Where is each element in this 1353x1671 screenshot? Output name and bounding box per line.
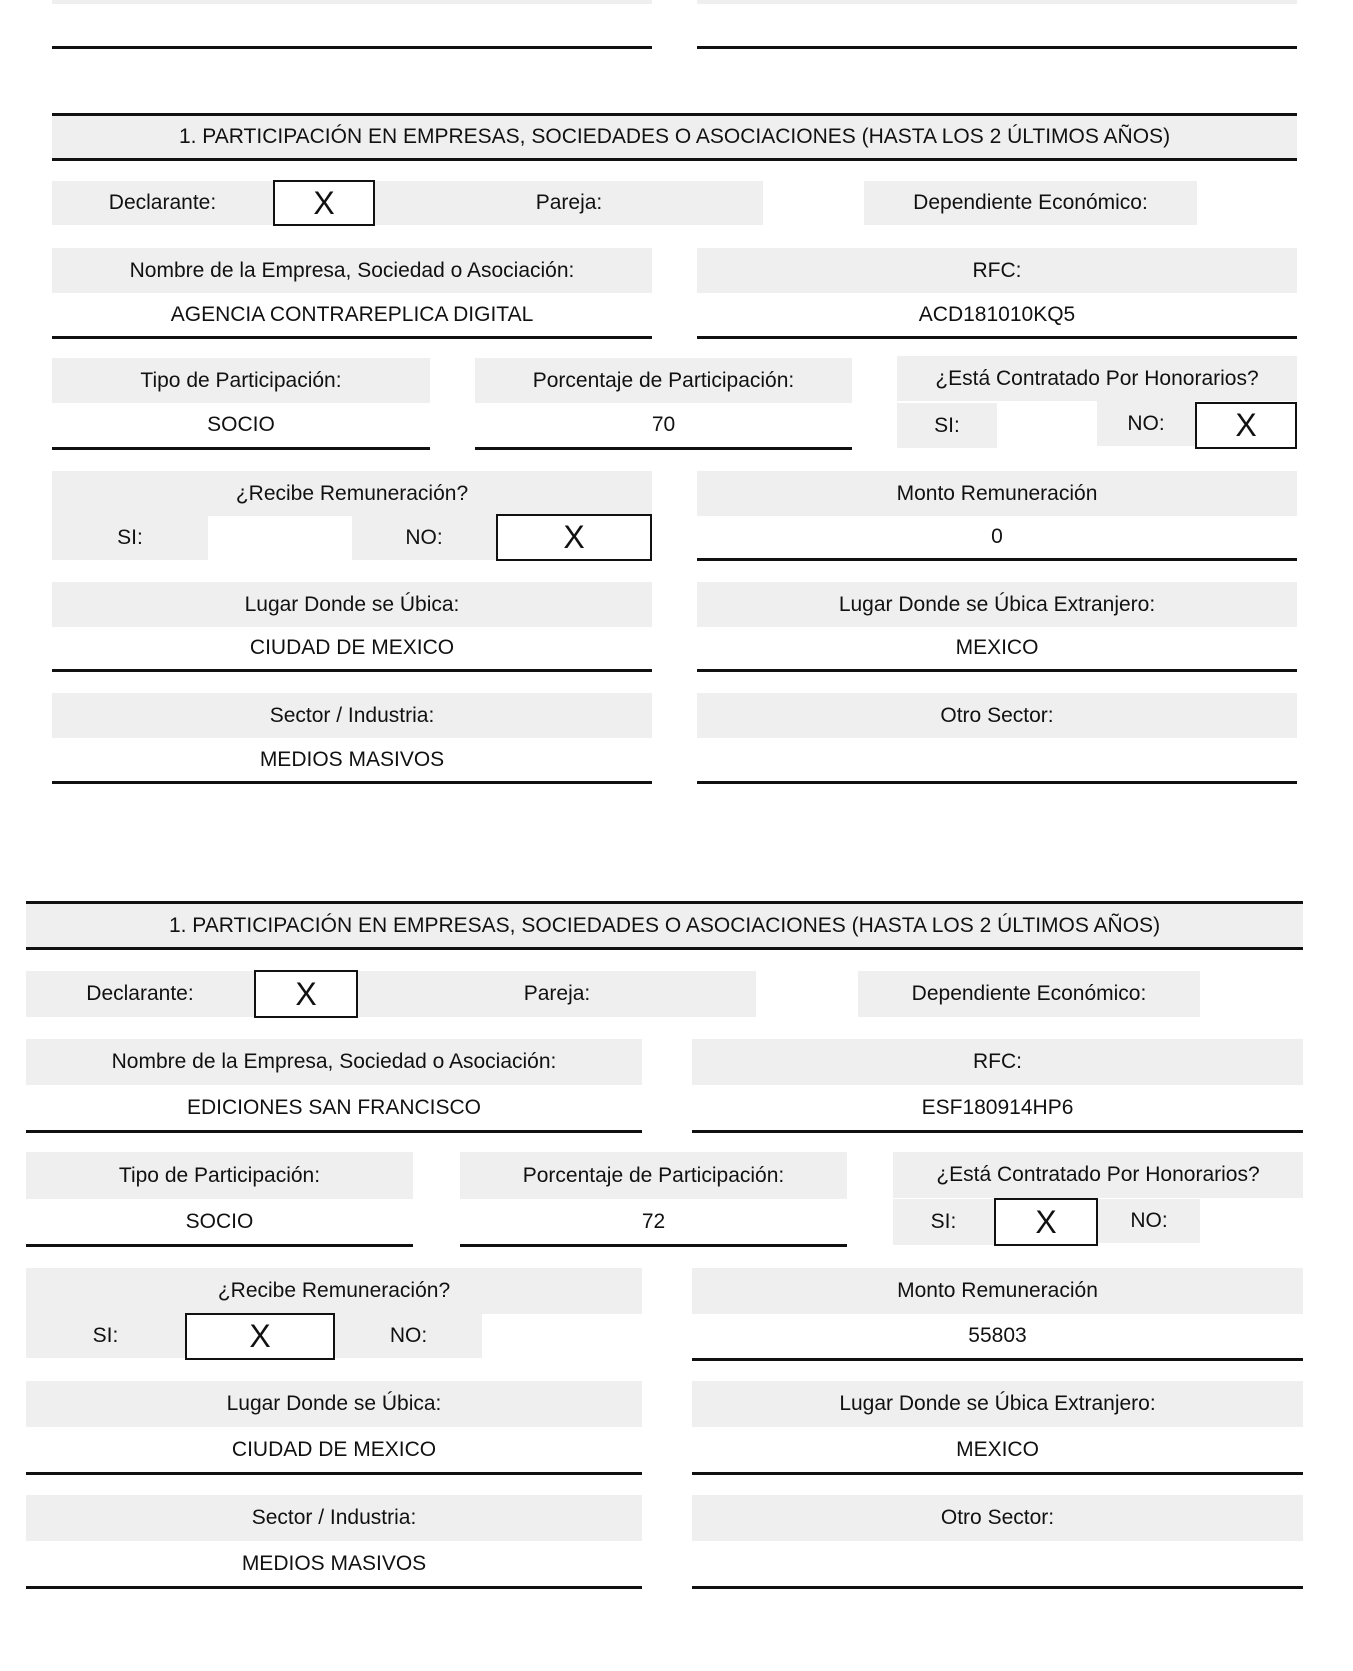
lugar-ubica-label: Lugar Donde se Úbica: (26, 1381, 642, 1427)
otro-sector-underline (697, 781, 1297, 784)
monto-remuneracion-underline (692, 1358, 1303, 1361)
lugar-ubica-value[interactable]: CIUDAD DE MEXICO (231, 1437, 437, 1461)
prev-field-underline-left (52, 46, 652, 49)
sector-industria-underline (26, 1586, 642, 1589)
rfc-value[interactable]: ACD181010KQ5 (918, 302, 1076, 326)
lugar-ubica-underline (52, 669, 652, 672)
honorarios-question-label: ¿Está Contratado Por Honorarios? (893, 1152, 1303, 1198)
porcentaje-participacion-underline (475, 447, 852, 450)
rfc-value[interactable]: ESF180914HP6 (921, 1095, 1074, 1119)
prev-label-strip-right (697, 0, 1297, 4)
dependiente-economico-label[interactable]: Dependiente Económico: (858, 971, 1200, 1017)
tipo-participacion-label: Tipo de Participación: (26, 1152, 413, 1199)
nombre-empresa-underline (26, 1130, 642, 1133)
otro-sector-label: Otro Sector: (692, 1495, 1303, 1541)
remuneracion-no-checkbox[interactable]: X (496, 514, 652, 561)
lugar-ubica-value[interactable]: CIUDAD DE MEXICO (249, 636, 455, 659)
nombre-empresa-label: Nombre de la Empresa, Sociedad o Asociación: (26, 1039, 642, 1085)
rfc-underline (692, 1130, 1303, 1133)
otro-sector-underline (692, 1586, 1303, 1589)
remuneracion-si-checkbox[interactable]: X (185, 1313, 335, 1360)
otro-sector-value[interactable] (692, 1541, 1303, 1586)
prev-field-underline-right (697, 46, 1297, 49)
pareja-label[interactable]: Pareja: (358, 971, 756, 1017)
monto-remuneracion-label: Monto Remuneración (692, 1268, 1303, 1314)
nombre-empresa-value[interactable]: EDICIONES SAN FRANCISCO (186, 1095, 482, 1119)
lugar-extranjero-underline (697, 669, 1297, 672)
nombre-empresa-value[interactable]: AGENCIA CONTRAREPLICA DIGITAL (170, 302, 534, 326)
lugar-ubica-underline (26, 1472, 642, 1475)
monto-remuneracion-value[interactable]: 0 (991, 525, 1003, 548)
pareja-label[interactable]: Pareja: (375, 181, 763, 225)
porcentaje-participacion-value[interactable]: 72 (641, 1209, 666, 1233)
tipo-participacion-value[interactable]: SOCIO (185, 1209, 254, 1233)
remuneracion-si-label: SI: (52, 516, 208, 560)
porcentaje-participacion-underline (460, 1244, 847, 1247)
section-header-bottom-rule (52, 158, 1297, 161)
declarante-checkbox[interactable]: X (273, 180, 375, 226)
monto-remuneracion-label: Monto Remuneración (697, 471, 1297, 516)
porcentaje-participacion-label: Porcentaje de Participación: (475, 358, 852, 403)
honorarios-no-checkbox[interactable]: X (1195, 402, 1297, 449)
remuneracion-si-label: SI: (26, 1314, 185, 1358)
tipo-participacion-value[interactable]: SOCIO (207, 413, 275, 436)
tipo-participacion-label: Tipo de Participación: (52, 358, 430, 403)
recibe-remuneracion-label: ¿Recibe Remuneración? (26, 1268, 642, 1314)
monto-remuneracion-underline (697, 558, 1297, 561)
rfc-label: RFC: (697, 248, 1297, 293)
rfc-label: RFC: (692, 1039, 1303, 1085)
rfc-underline (697, 336, 1297, 339)
otro-sector-value[interactable] (697, 738, 1297, 781)
porcentaje-participacion-label: Porcentaje de Participación: (460, 1152, 847, 1199)
lugar-extranjero-value[interactable]: MEXICO (955, 636, 1039, 659)
section-header-bottom-rule (26, 947, 1303, 950)
sector-industria-underline (52, 781, 652, 784)
otro-sector-label: Otro Sector: (697, 693, 1297, 738)
nombre-empresa-label: Nombre de la Empresa, Sociedad o Asociación: (52, 248, 652, 293)
porcentaje-participacion-value[interactable]: 70 (651, 413, 676, 436)
lugar-extranjero-label: Lugar Donde se Úbica Extranjero: (697, 582, 1297, 627)
remuneracion-no-label: NO: (335, 1314, 482, 1358)
honorarios-si-checkbox[interactable]: X (994, 1198, 1098, 1246)
remuneracion-si-checkbox[interactable] (208, 516, 352, 560)
sector-industria-label: Sector / Industria: (52, 693, 652, 738)
monto-remuneracion-value[interactable]: 55803 (968, 1324, 1027, 1347)
honorarios-no-label: NO: (1097, 401, 1195, 446)
declarante-label: Declarante: (26, 971, 254, 1017)
declarante-label: Declarante: (52, 181, 273, 225)
sector-industria-label: Sector / Industria: (26, 1495, 642, 1541)
lugar-extranjero-label: Lugar Donde se Úbica Extranjero: (692, 1381, 1303, 1427)
lugar-extranjero-underline (692, 1472, 1303, 1475)
honorarios-si-label: SI: (897, 403, 997, 448)
sector-industria-value[interactable]: MEDIOS MASIVOS (259, 747, 445, 771)
honorarios-no-label: NO: (1098, 1199, 1200, 1243)
honorarios-si-label: SI: (893, 1199, 994, 1245)
dependiente-economico-label[interactable]: Dependiente Económico: (864, 181, 1197, 225)
lugar-ubica-label: Lugar Donde se Úbica: (52, 582, 652, 627)
remuneracion-no-label: NO: (352, 516, 496, 560)
prev-label-strip-left (52, 0, 652, 4)
section-header: 1. PARTICIPACIÓN EN EMPRESAS, SOCIEDADES O ASOCIACIONES (HASTA LOS 2 ÚLTIMOS AÑOS) (26, 904, 1303, 947)
honorarios-question-label: ¿Está Contratado Por Honorarios? (897, 356, 1297, 401)
nombre-empresa-underline (52, 336, 652, 339)
lugar-extranjero-value[interactable]: MEXICO (956, 1437, 1039, 1461)
tipo-participacion-underline (52, 447, 430, 450)
tipo-participacion-underline (26, 1244, 413, 1247)
recibe-remuneracion-label: ¿Recibe Remuneración? (52, 471, 652, 516)
declarante-checkbox[interactable]: X (254, 970, 358, 1018)
section-header: 1. PARTICIPACIÓN EN EMPRESAS, SOCIEDADES O ASOCIACIONES (HASTA LOS 2 ÚLTIMOS AÑOS) (52, 116, 1297, 158)
sector-industria-value[interactable]: MEDIOS MASIVOS (241, 1551, 427, 1575)
